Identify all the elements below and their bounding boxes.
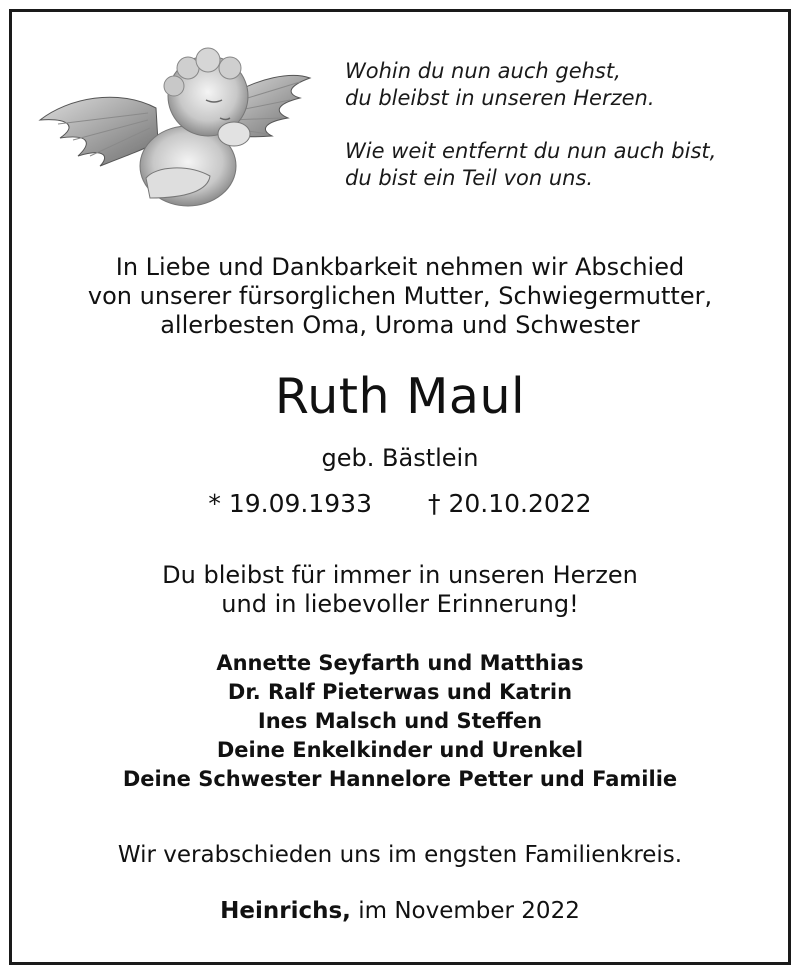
intro-text bbox=[0, 253, 800, 340]
mourner-entry: Ines Malsch und Steffen bbox=[257, 709, 543, 733]
poem-line: du bleibst in unseren Herzen. bbox=[345, 86, 655, 110]
mourner-entry: Annette Seyfarth und Matthias bbox=[216, 651, 584, 675]
intro-line: allerbesten Oma, Uroma und Schwester bbox=[160, 311, 640, 339]
mourner-entry: Deine Enkelkinder und Urenkel bbox=[216, 738, 584, 762]
birth-date: * 19.09.1933 bbox=[208, 489, 372, 518]
mourner-entry: Dr. Ralf Pieterwas und Katrin bbox=[227, 680, 573, 704]
mourner-entry: Deine Schwester Hannelore Petter und Familie bbox=[122, 767, 678, 791]
death-date: † 20.10.2022 bbox=[428, 489, 592, 518]
closing-line: Du bleibst für immer in unseren Herzen bbox=[162, 561, 638, 589]
poem-line: Wie weit entfernt du nun auch bist, bbox=[345, 139, 717, 163]
closing-line: und in liebevoller Erinnerung! bbox=[221, 590, 579, 618]
maiden-name: geb. Bästlein bbox=[321, 444, 479, 472]
poem bbox=[345, 58, 765, 218]
cherub-angel-icon bbox=[38, 38, 313, 213]
mourners-list bbox=[0, 649, 800, 794]
intro-line: In Liebe und Dankbarkeit nehmen wir Abschied bbox=[115, 253, 685, 281]
life-dates bbox=[0, 486, 800, 522]
poem-line: Wohin du nun auch gehst, bbox=[345, 59, 621, 83]
closing-text bbox=[0, 561, 800, 619]
deceased-name: Ruth Maul bbox=[274, 368, 526, 425]
farewell-note: Wir verabschieden uns im engsten Familienkreis. bbox=[117, 842, 683, 868]
place-date-text: im November 2022 bbox=[358, 898, 580, 924]
intro-line: von unserer fürsorglichen Mutter, Schwiegermutter, bbox=[87, 282, 713, 310]
place-town: Heinrichs, bbox=[220, 898, 351, 924]
poem-line: du bist ein Teil von uns. bbox=[345, 166, 594, 190]
place-date bbox=[0, 893, 800, 929]
